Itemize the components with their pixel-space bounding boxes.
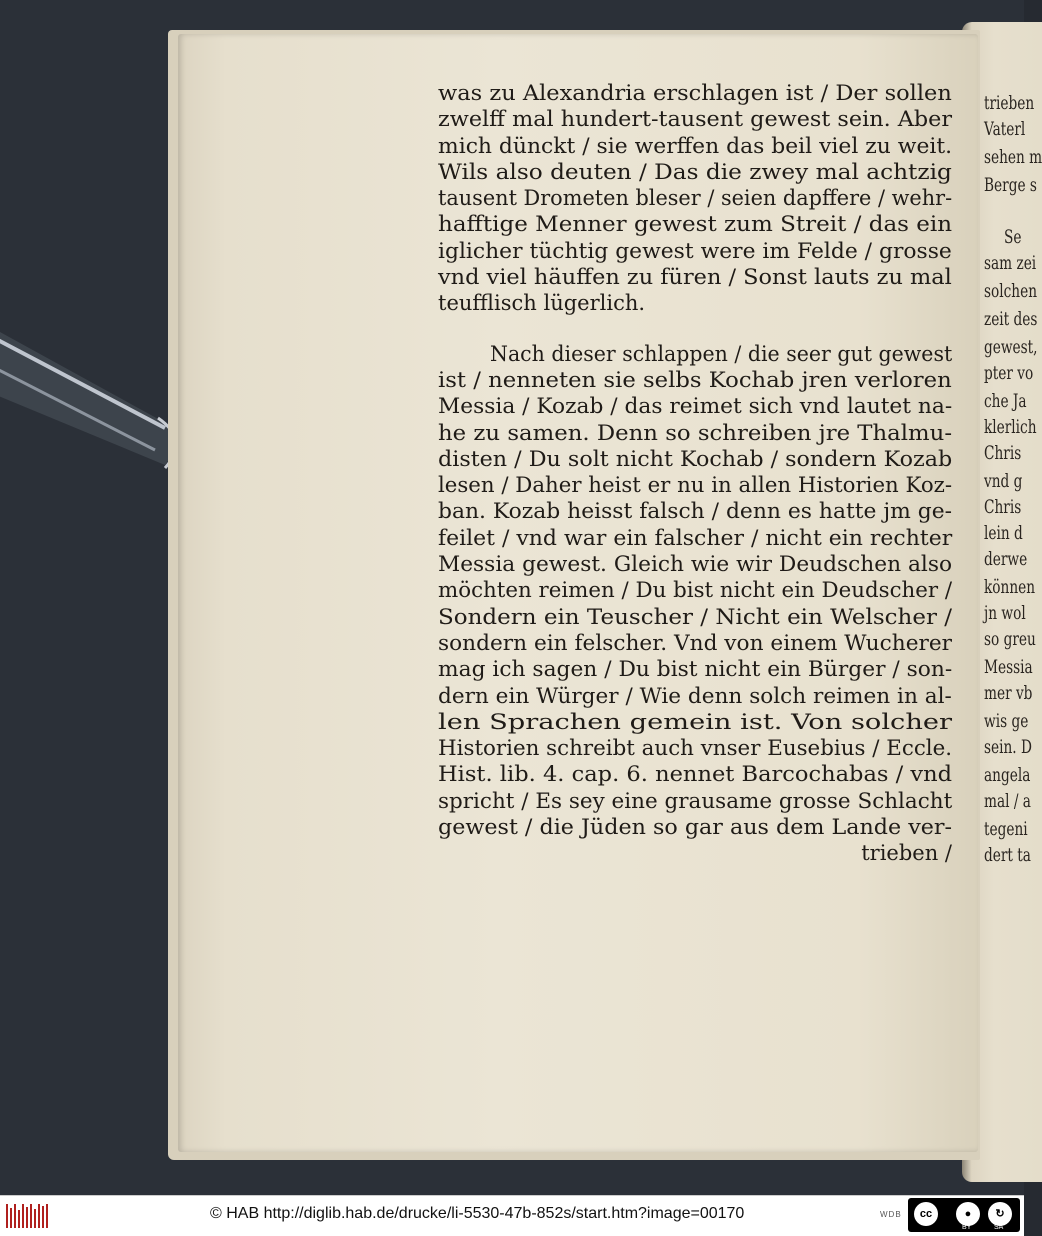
text-line-content: mich dünckt / sie werffen das beil viel zu weit. [438,133,953,158]
text-line [438,341,952,367]
copyright-link[interactable]: © HAB http://diglib.hab.de/drucke/li-5530-47b-852s/start.htm?image=00170 [210,1205,745,1222]
text-line [438,133,952,159]
facing-page-line: derwe [984,548,1028,570]
text-line [438,106,952,132]
text-line [438,80,952,106]
viewer-footer [0,1195,1024,1236]
text-line [438,656,952,682]
facing-page-line: Chris [984,442,1022,464]
facing-page-line: che Ja [984,390,1027,412]
facing-page-line: sehen m [984,146,1042,168]
page-text-block [438,80,952,867]
text-line-content: disten / Du solt nicht Kochab / sondern Kozab [438,446,953,471]
facing-page-line: klerlich [984,416,1037,438]
cc-icon: cc [914,1202,938,1226]
facing-page-line: sein. D [984,736,1032,758]
facing-page-line: gewest, [984,336,1038,358]
text-line [438,525,952,551]
text-line [438,393,952,419]
text-line [438,159,952,185]
wdb-label: WDB [880,1210,902,1219]
text-line [438,211,952,237]
text-line-content: ist / nenneten sie selbs Kochab jren verloren [438,367,952,392]
text-line-content: iglicher tüchtig gewest were im Felde / grosse [438,238,952,263]
text-line-content: feilet / vnd war ein falscher / nicht ein rechter [438,525,953,550]
text-line-content: len Sprachen gemein ist. Von solcher [438,709,953,734]
text-line [438,238,952,264]
text-line [438,420,952,446]
facing-page-line: Se [1004,226,1022,248]
facing-page-line: mer vb [984,682,1033,704]
facing-page-line: sam zei [984,252,1037,274]
text-line-content: tausent Drometen bleser / seien dapffere / wehr- [438,186,953,211]
text-line-content: spricht / Es sey eine grausame grosse Schlacht [438,788,953,813]
text-line-content: Historien schreibt auch vnser Eusebius / Eccle. [438,736,953,761]
by-person-icon: ● [956,1202,980,1226]
facing-page-line: lein d [984,522,1023,544]
text-line [438,264,952,290]
text-line [438,788,952,814]
text-line-content: Hist. lib. 4. cap. 6. nennet Barcochabas / vnd [438,762,953,787]
paragraph-gap [438,317,952,341]
facing-page-line: vnd g [984,470,1023,492]
text-line-content: hafftige Menner gewest zum Streit / das ein [438,212,953,237]
text-line-content: möchten reimen / Du bist nicht ein Deudscher / [438,578,953,603]
text-line [438,840,952,866]
text-line-content: gewest / die Jüden so gar aus dem Lande ver- [438,815,953,840]
text-line [438,551,952,577]
facing-page-line: dert ta [984,844,1031,866]
text-line-content: ban. Kozab heisst falsch / denn es hatte jm ge- [438,499,953,524]
text-line-content: Messia / Kozab / das reimet sich vnd lautet na- [438,394,953,419]
text-line [438,498,952,524]
text-line-content: vnd viel häuffen zu füren / Sonst lauts zu mal [438,265,952,290]
facing-page-line: pter vo [984,362,1034,384]
facing-page-line: jn wol [984,602,1026,624]
facing-page-line: tegeni [984,818,1028,840]
text-line [438,735,952,761]
text-line [438,290,952,316]
hab-logo[interactable] [6,1204,48,1228]
facing-page-line: Chris [984,496,1022,518]
text-line [438,814,952,840]
text-line-content: mag ich sagen / Du bist nicht ein Bürger / son- [438,657,953,682]
license-sa-label: SA [994,1224,1004,1231]
text-line-content: he zu samen. Denn so schreiben jre Thalmu- [438,420,953,445]
text-line-content: dern ein Würger / Wie denn solch reimen in al- [438,683,952,708]
facing-page-line: solchen [984,280,1038,302]
facing-page-line: zeit des [984,308,1038,330]
facing-page-line: können [984,576,1036,598]
text-line [438,472,952,498]
text-line-content: teufflisch lügerlich. [438,291,646,316]
text-line-content: lesen / Daher heist er nu in allen Historien Koz- [438,473,953,498]
text-line [438,367,952,393]
text-line [438,709,952,735]
text-line [438,604,952,630]
facing-page-line: Messia [984,656,1033,678]
text-line [438,630,952,656]
text-line [438,577,952,603]
facing-page-line: mal / a [984,790,1031,812]
facing-page-line: Vaterl [984,118,1026,140]
text-line-content: trieben / [861,841,952,866]
text-line-content: was zu Alexandria erschlagen ist / Der sollen [438,81,952,105]
text-line [438,185,952,211]
facing-page-line: wis ge [984,710,1029,732]
text-line-content: Wils also deuten / Das die zwey mal achtzig [438,159,952,184]
text-line-content: Nach dieser schlappen / die seer gut gewest [490,341,953,366]
text-line-content: zwelff mal hundert-tausent gewest sein. Aber [438,107,952,132]
facing-page-line: Berge s [984,174,1037,196]
text-line-content: sondern ein felscher. Vnd von einem Wucherer [438,630,953,655]
facing-page-line: so greu [984,628,1036,650]
facing-page-line: angela [984,764,1031,786]
facing-page-line: trieben [984,92,1035,114]
license-by-label: BY [962,1224,972,1231]
cc-license-badge[interactable] [908,1198,1020,1232]
text-line [438,761,952,787]
text-line [438,446,952,472]
text-line-content: Messia gewest. Gleich wie wir Deudschen also [438,552,953,577]
text-line-content: Sondern ein Teuscher / Nicht ein Welscher / [438,604,953,629]
share-alike-icon: ↻ [988,1202,1012,1226]
text-line [438,683,952,709]
